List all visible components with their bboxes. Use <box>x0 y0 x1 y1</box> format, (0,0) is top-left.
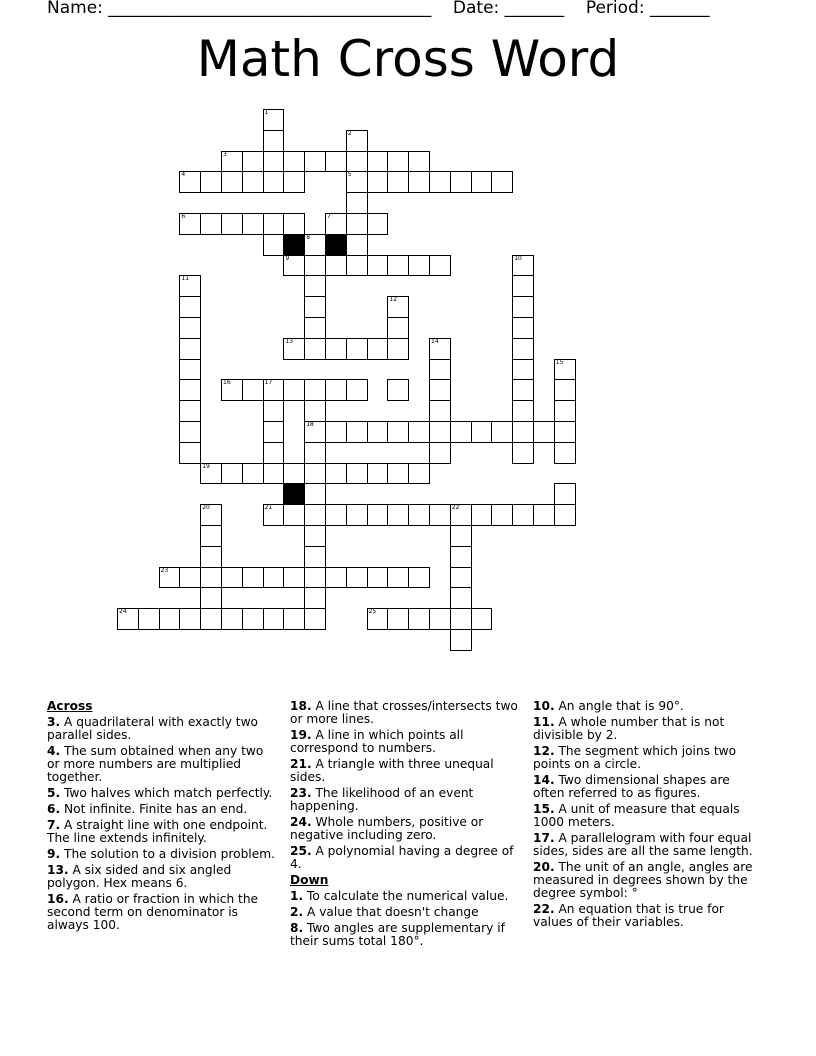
grid-cell[interactable] <box>283 338 305 360</box>
clue-text: Not infinite. Finite has an end. <box>60 802 248 816</box>
clue-number: 9 <box>285 254 290 262</box>
clue-number-label: 5. <box>47 786 61 800</box>
grid-cell[interactable] <box>429 359 451 381</box>
clue-number-label: 20. <box>533 860 555 874</box>
grid-cell[interactable] <box>325 379 347 401</box>
grid-cell[interactable] <box>512 275 534 297</box>
grid-cell[interactable] <box>221 171 243 193</box>
grid-cell[interactable] <box>263 234 285 256</box>
clue-text: A six sided and six angled polygon. Hex means 6. <box>47 863 232 890</box>
clue-number: 23 <box>160 566 169 574</box>
grid-cell[interactable] <box>159 567 181 589</box>
grid-cell[interactable] <box>304 587 326 609</box>
clue-text: A line in which points all correspond to numbers. <box>290 728 464 755</box>
grid-cell[interactable] <box>242 213 264 235</box>
grid-cell[interactable] <box>263 504 285 526</box>
clues-column-3 <box>533 700 765 932</box>
clue-number-label: 2. <box>290 905 304 919</box>
across-clue <box>47 819 279 845</box>
grid-cell[interactable] <box>387 338 409 360</box>
grid-cell[interactable] <box>304 275 326 297</box>
clue-number: 8 <box>306 233 311 241</box>
clue-number-label: 25. <box>290 844 312 858</box>
grid-cell[interactable] <box>179 567 201 589</box>
clue-number: 18 <box>306 421 314 428</box>
grid-cell[interactable] <box>200 213 222 235</box>
grid-cell[interactable] <box>450 629 472 651</box>
grid-cell[interactable] <box>554 504 576 526</box>
grid-cell[interactable] <box>304 338 326 360</box>
clue-number: 22 <box>451 504 460 512</box>
grid-cell[interactable] <box>263 130 285 152</box>
clue-text: A line that crosses/intersects two or more lines. <box>290 699 518 726</box>
grid-cell[interactable] <box>179 338 201 360</box>
clue-text: A ratio or fraction in which the second term on denominator is always 100. <box>47 892 259 932</box>
grid-cell[interactable] <box>387 608 409 630</box>
clue-number: 6 <box>181 213 186 220</box>
grid-cell[interactable] <box>179 400 201 422</box>
grid-cell[interactable] <box>179 171 201 193</box>
clue-text: Two halves which match perfectly. <box>60 786 273 800</box>
grid-cell[interactable] <box>387 317 409 339</box>
grid-cell[interactable] <box>179 421 201 443</box>
grid-cell[interactable] <box>304 421 326 443</box>
across-heading: Across <box>47 699 93 713</box>
grid-cell[interactable] <box>221 213 243 235</box>
across-clue <box>290 787 522 813</box>
clue-number-label: 21. <box>290 757 312 771</box>
clue-text: A whole number that is not divisible by 2. <box>533 715 725 742</box>
clue-number-label: 17. <box>533 831 555 845</box>
grid-cell[interactable] <box>346 421 368 443</box>
down-clue <box>533 903 765 929</box>
grid-cell[interactable] <box>242 463 264 485</box>
down-heading: Down <box>290 873 329 887</box>
grid-cell[interactable] <box>263 109 285 131</box>
clue-text: Two angles are supplementary if their sums total 180°. <box>290 921 505 948</box>
grid-cell[interactable] <box>512 338 534 360</box>
grid-cell[interactable] <box>304 379 326 401</box>
grid-cell[interactable] <box>325 338 347 360</box>
grid-cell[interactable] <box>367 463 389 485</box>
grid-cell[interactable] <box>263 567 285 589</box>
grid-cell[interactable] <box>408 567 430 589</box>
grid-cell[interactable] <box>491 171 513 193</box>
clue-number-label: 18. <box>290 699 312 713</box>
grid-cell[interactable] <box>533 421 555 443</box>
grid-cell[interactable] <box>367 151 389 173</box>
grid-cell[interactable] <box>346 504 368 526</box>
grid-cell[interactable] <box>346 171 368 193</box>
clue-text: The solution to a division problem. <box>60 847 275 861</box>
grid-cell[interactable] <box>179 296 201 318</box>
grid-cell[interactable] <box>429 608 451 630</box>
grid-cell[interactable] <box>242 608 264 630</box>
clue-number: 12 <box>389 296 398 304</box>
clue-text: A value that doesn't change <box>303 905 479 919</box>
across-clue <box>47 864 279 890</box>
across-clue <box>290 758 522 784</box>
grid-cell[interactable] <box>554 442 576 464</box>
grid-cell[interactable] <box>221 463 243 485</box>
clue-text: A triangle with three unequal sides. <box>290 757 494 784</box>
down-clue <box>290 906 522 919</box>
grid-cell[interactable] <box>325 213 347 235</box>
grid-cell[interactable] <box>283 608 305 630</box>
grid-cell[interactable] <box>304 567 326 589</box>
down-clue <box>533 803 765 829</box>
clue-number: 7 <box>327 213 331 220</box>
grid-cell[interactable] <box>346 151 368 173</box>
clue-text: A quadrilateral with exactly two parallel sides. <box>47 715 258 742</box>
grid-cell[interactable] <box>367 171 389 193</box>
grid-cell[interactable] <box>283 255 305 277</box>
clue-text: An angle that is 90°. <box>554 699 684 713</box>
grid-cell[interactable] <box>387 463 409 485</box>
down-clue <box>533 774 765 800</box>
grid-cell[interactable] <box>429 338 451 360</box>
grid-cell[interactable] <box>408 171 430 193</box>
clue-number-label: 4. <box>47 744 61 758</box>
down-clue <box>533 716 765 742</box>
clues-column-2 <box>290 700 522 951</box>
across-clue <box>47 893 279 932</box>
grid-cell[interactable] <box>471 171 493 193</box>
grid-cell[interactable] <box>304 546 326 568</box>
clue-text: The segment which joins two points on a circle. <box>533 744 737 771</box>
clue-number: 3 <box>223 150 227 158</box>
grid-cell[interactable] <box>304 525 326 547</box>
grid-cell[interactable] <box>512 359 534 381</box>
clue-number: 21 <box>264 504 273 512</box>
grid-cell[interactable] <box>512 379 534 401</box>
across-clue <box>47 745 279 784</box>
grid-cell[interactable] <box>450 546 472 568</box>
clue-number: 25 <box>368 608 377 616</box>
clue-text: A polynomial having a degree of 4. <box>290 844 514 871</box>
grid-cell[interactable] <box>200 504 222 526</box>
clue-number-label: 3. <box>47 715 61 729</box>
grid-cell[interactable] <box>471 608 493 630</box>
grid-cell[interactable] <box>533 504 555 526</box>
clue-number: 17 <box>264 379 273 387</box>
grid-cell[interactable] <box>429 400 451 422</box>
grid-cell[interactable] <box>283 504 305 526</box>
grid-cell[interactable] <box>179 359 201 381</box>
date-field[interactable]: Date: _______ <box>452 0 565 18</box>
grid-cell[interactable] <box>304 463 326 485</box>
grid-cell[interactable] <box>367 255 389 277</box>
grid-cell[interactable] <box>200 608 222 630</box>
grid-cell[interactable] <box>408 421 430 443</box>
grid-cell[interactable] <box>512 504 534 526</box>
grid-cell[interactable] <box>325 504 347 526</box>
clue-number-label: 12. <box>533 744 555 758</box>
grid-cell[interactable] <box>387 171 409 193</box>
clue-number-label: 15. <box>533 802 555 816</box>
clue-number-label: 8. <box>290 921 304 935</box>
clue-number-label: 6. <box>47 802 61 816</box>
clue-text: The sum obtained when any two or more numbers are multiplied together. <box>47 744 264 784</box>
grid-cell[interactable] <box>554 400 576 422</box>
black-square <box>283 234 305 256</box>
grid-cell[interactable] <box>242 379 264 401</box>
grid-cell[interactable] <box>304 234 326 256</box>
grid-cell[interactable] <box>263 442 285 464</box>
grid-cell[interactable] <box>512 296 534 318</box>
grid-cell[interactable] <box>387 151 409 173</box>
grid-cell[interactable] <box>471 421 493 443</box>
grid-cell[interactable] <box>346 255 368 277</box>
grid-cell[interactable] <box>242 171 264 193</box>
grid-cell[interactable] <box>263 171 285 193</box>
clue-number: 19 <box>202 462 210 470</box>
clue-number: 20 <box>202 504 210 512</box>
grid-cell[interactable] <box>450 171 472 193</box>
clue-number-label: 1. <box>290 889 304 903</box>
grid-cell[interactable] <box>263 463 285 485</box>
grid-cell[interactable] <box>554 421 576 443</box>
grid-cell[interactable] <box>179 275 201 297</box>
grid-cell[interactable] <box>221 151 243 173</box>
grid-cell[interactable] <box>138 608 160 630</box>
grid-cell[interactable] <box>221 608 243 630</box>
grid-cell[interactable] <box>200 171 222 193</box>
grid-cell[interactable] <box>200 567 222 589</box>
grid-cell[interactable] <box>429 379 451 401</box>
clues-column-1 <box>47 700 279 935</box>
grid-cell[interactable] <box>554 483 576 505</box>
across-clue <box>290 816 522 842</box>
grid-cell[interactable] <box>263 608 285 630</box>
grid-cell[interactable] <box>283 567 305 589</box>
grid-cell[interactable] <box>367 421 389 443</box>
clue-number-label: 24. <box>290 815 312 829</box>
grid-cell[interactable] <box>367 213 389 235</box>
page-title: Math Cross Word <box>196 30 620 88</box>
grid-cell[interactable] <box>367 608 389 630</box>
grid-cell[interactable] <box>304 504 326 526</box>
grid-cell[interactable] <box>200 525 222 547</box>
grid-cell[interactable] <box>179 608 201 630</box>
grid-cell[interactable] <box>117 608 139 630</box>
grid-cell[interactable] <box>512 421 534 443</box>
grid-cell[interactable] <box>304 255 326 277</box>
clue-text: A parallelogram with four equal sides, sides are all the same length. <box>533 831 753 858</box>
clue-number: 14 <box>431 337 439 345</box>
grid-cell[interactable] <box>450 567 472 589</box>
down-clue <box>533 861 765 900</box>
grid-cell[interactable] <box>283 171 305 193</box>
clue-number: 15 <box>555 358 564 366</box>
clue-number-label: 13. <box>47 863 69 877</box>
clue-number: 13 <box>285 337 294 345</box>
grid-cell[interactable] <box>346 463 368 485</box>
grid-cell[interactable] <box>471 504 493 526</box>
clue-number: 16 <box>223 379 231 387</box>
grid-cell[interactable] <box>242 151 264 173</box>
grid-cell[interactable] <box>450 525 472 547</box>
grid-cell[interactable] <box>450 587 472 609</box>
grid-cell[interactable] <box>554 359 576 381</box>
grid-cell[interactable] <box>221 567 243 589</box>
grid-cell[interactable] <box>429 421 451 443</box>
clue-number: 11 <box>181 275 190 283</box>
grid-cell[interactable] <box>200 463 222 485</box>
grid-cell[interactable] <box>346 234 368 256</box>
grid-cell[interactable] <box>263 421 285 443</box>
clue-number: 24 <box>119 608 127 616</box>
grid-cell[interactable] <box>512 317 534 339</box>
grid-cell[interactable] <box>346 379 368 401</box>
grid-cell[interactable] <box>387 567 409 589</box>
grid-cell[interactable] <box>325 151 347 173</box>
grid-cell[interactable] <box>179 379 201 401</box>
across-clue <box>47 848 279 861</box>
across-clue <box>47 716 279 742</box>
grid-cell[interactable] <box>450 608 472 630</box>
across-clue <box>47 787 279 800</box>
grid-cell[interactable] <box>200 546 222 568</box>
grid-cell[interactable] <box>450 504 472 526</box>
clue-number: 2 <box>347 129 352 137</box>
grid-cell[interactable] <box>450 421 472 443</box>
clue-number: 10 <box>514 254 522 262</box>
grid-cell[interactable] <box>346 338 368 360</box>
grid-cell[interactable] <box>429 171 451 193</box>
grid-cell[interactable] <box>346 192 368 214</box>
down-clue <box>290 922 522 948</box>
grid-cell[interactable] <box>512 400 534 422</box>
grid-cell[interactable] <box>554 379 576 401</box>
grid-cell[interactable] <box>512 442 534 464</box>
grid-cell[interactable] <box>179 317 201 339</box>
grid-cell[interactable] <box>304 296 326 318</box>
clue-number-label: 14. <box>533 773 555 787</box>
grid-cell[interactable] <box>325 421 347 443</box>
grid-cell[interactable] <box>491 421 513 443</box>
grid-cell[interactable] <box>408 463 430 485</box>
clue-text: The likelihood of an event happening. <box>290 786 474 813</box>
down-clue <box>533 832 765 858</box>
grid-cell[interactable] <box>304 317 326 339</box>
clue-text: Whole numbers, positive or negative including zero. <box>290 815 484 842</box>
clue-number-label: 16. <box>47 892 69 906</box>
clue-number-label: 10. <box>533 699 555 713</box>
across-clue <box>290 845 522 871</box>
clue-text: The unit of an angle, angles are measured in degrees shown by the degree symbol: ° <box>533 860 753 900</box>
clue-number-label: 9. <box>47 847 61 861</box>
grid-cell[interactable] <box>304 442 326 464</box>
grid-cell[interactable] <box>429 442 451 464</box>
down-clue <box>290 890 522 903</box>
grid-cell[interactable] <box>387 296 409 318</box>
clue-text: To calculate the numerical value. <box>303 889 509 903</box>
grid-cell[interactable] <box>304 483 326 505</box>
grid-cell[interactable] <box>304 608 326 630</box>
grid-cell[interactable] <box>512 255 534 277</box>
across-clue <box>290 729 522 755</box>
grid-cell[interactable] <box>387 421 409 443</box>
clue-number-label: 7. <box>47 818 61 832</box>
clue-text: Two dimensional shapes are often referred to as figures. <box>533 773 730 800</box>
clue-number-label: 11. <box>533 715 555 729</box>
grid-cell[interactable] <box>387 504 409 526</box>
down-clue <box>533 700 765 713</box>
clue-text: A straight line with one endpoint. The line extends infinitely. <box>47 818 268 845</box>
black-square <box>283 483 305 505</box>
clue-number-label: 23. <box>290 786 312 800</box>
grid-cell[interactable] <box>491 504 513 526</box>
grid-cell[interactable] <box>200 587 222 609</box>
grid-cell[interactable] <box>408 151 430 173</box>
grid-cell[interactable] <box>387 379 409 401</box>
grid-cell[interactable] <box>408 255 430 277</box>
grid-cell[interactable] <box>325 567 347 589</box>
grid-cell[interactable] <box>283 151 305 173</box>
grid-cell[interactable] <box>221 379 243 401</box>
grid-cell[interactable] <box>159 608 181 630</box>
grid-cell[interactable] <box>367 504 389 526</box>
clue-number: 1 <box>264 109 269 116</box>
grid-cell[interactable] <box>283 379 305 401</box>
grid-cell[interactable] <box>346 213 368 235</box>
grid-cell[interactable] <box>387 255 409 277</box>
grid-cell[interactable] <box>263 213 285 235</box>
grid-cell[interactable] <box>242 567 264 589</box>
grid-cell[interactable] <box>367 567 389 589</box>
clue-text: A unit of measure that equals 1000 meters. <box>533 802 740 829</box>
grid-cell[interactable] <box>263 400 285 422</box>
across-clue <box>47 803 279 816</box>
grid-cell[interactable] <box>367 338 389 360</box>
grid-cell[interactable] <box>283 463 305 485</box>
period-field[interactable]: Period: _______ <box>585 0 710 18</box>
name-field[interactable]: Name: ______________________________________ <box>47 0 432 18</box>
grid-cell[interactable] <box>325 463 347 485</box>
grid-cell[interactable] <box>346 567 368 589</box>
clue-text: An equation that is true for values of their variables. <box>533 902 724 929</box>
grid-cell[interactable] <box>263 379 285 401</box>
grid-cell[interactable] <box>179 442 201 464</box>
clue-number-label: 19. <box>290 728 312 742</box>
black-square <box>325 234 347 256</box>
down-clue <box>533 745 765 771</box>
grid-cell[interactable] <box>429 255 451 277</box>
grid-cell[interactable] <box>346 130 368 152</box>
grid-cell[interactable] <box>325 255 347 277</box>
grid-cell[interactable] <box>304 400 326 422</box>
grid-cell[interactable] <box>263 151 285 173</box>
grid-cell[interactable] <box>408 504 430 526</box>
grid-cell[interactable] <box>283 213 305 235</box>
grid-cell[interactable] <box>304 151 326 173</box>
clue-number: 4 <box>181 171 186 179</box>
grid-cell[interactable] <box>179 213 201 235</box>
grid-cell[interactable] <box>429 504 451 526</box>
grid-cell[interactable] <box>408 608 430 630</box>
clue-number: 5 <box>347 171 352 179</box>
clue-number-label: 22. <box>533 902 555 916</box>
across-clue <box>290 700 522 726</box>
